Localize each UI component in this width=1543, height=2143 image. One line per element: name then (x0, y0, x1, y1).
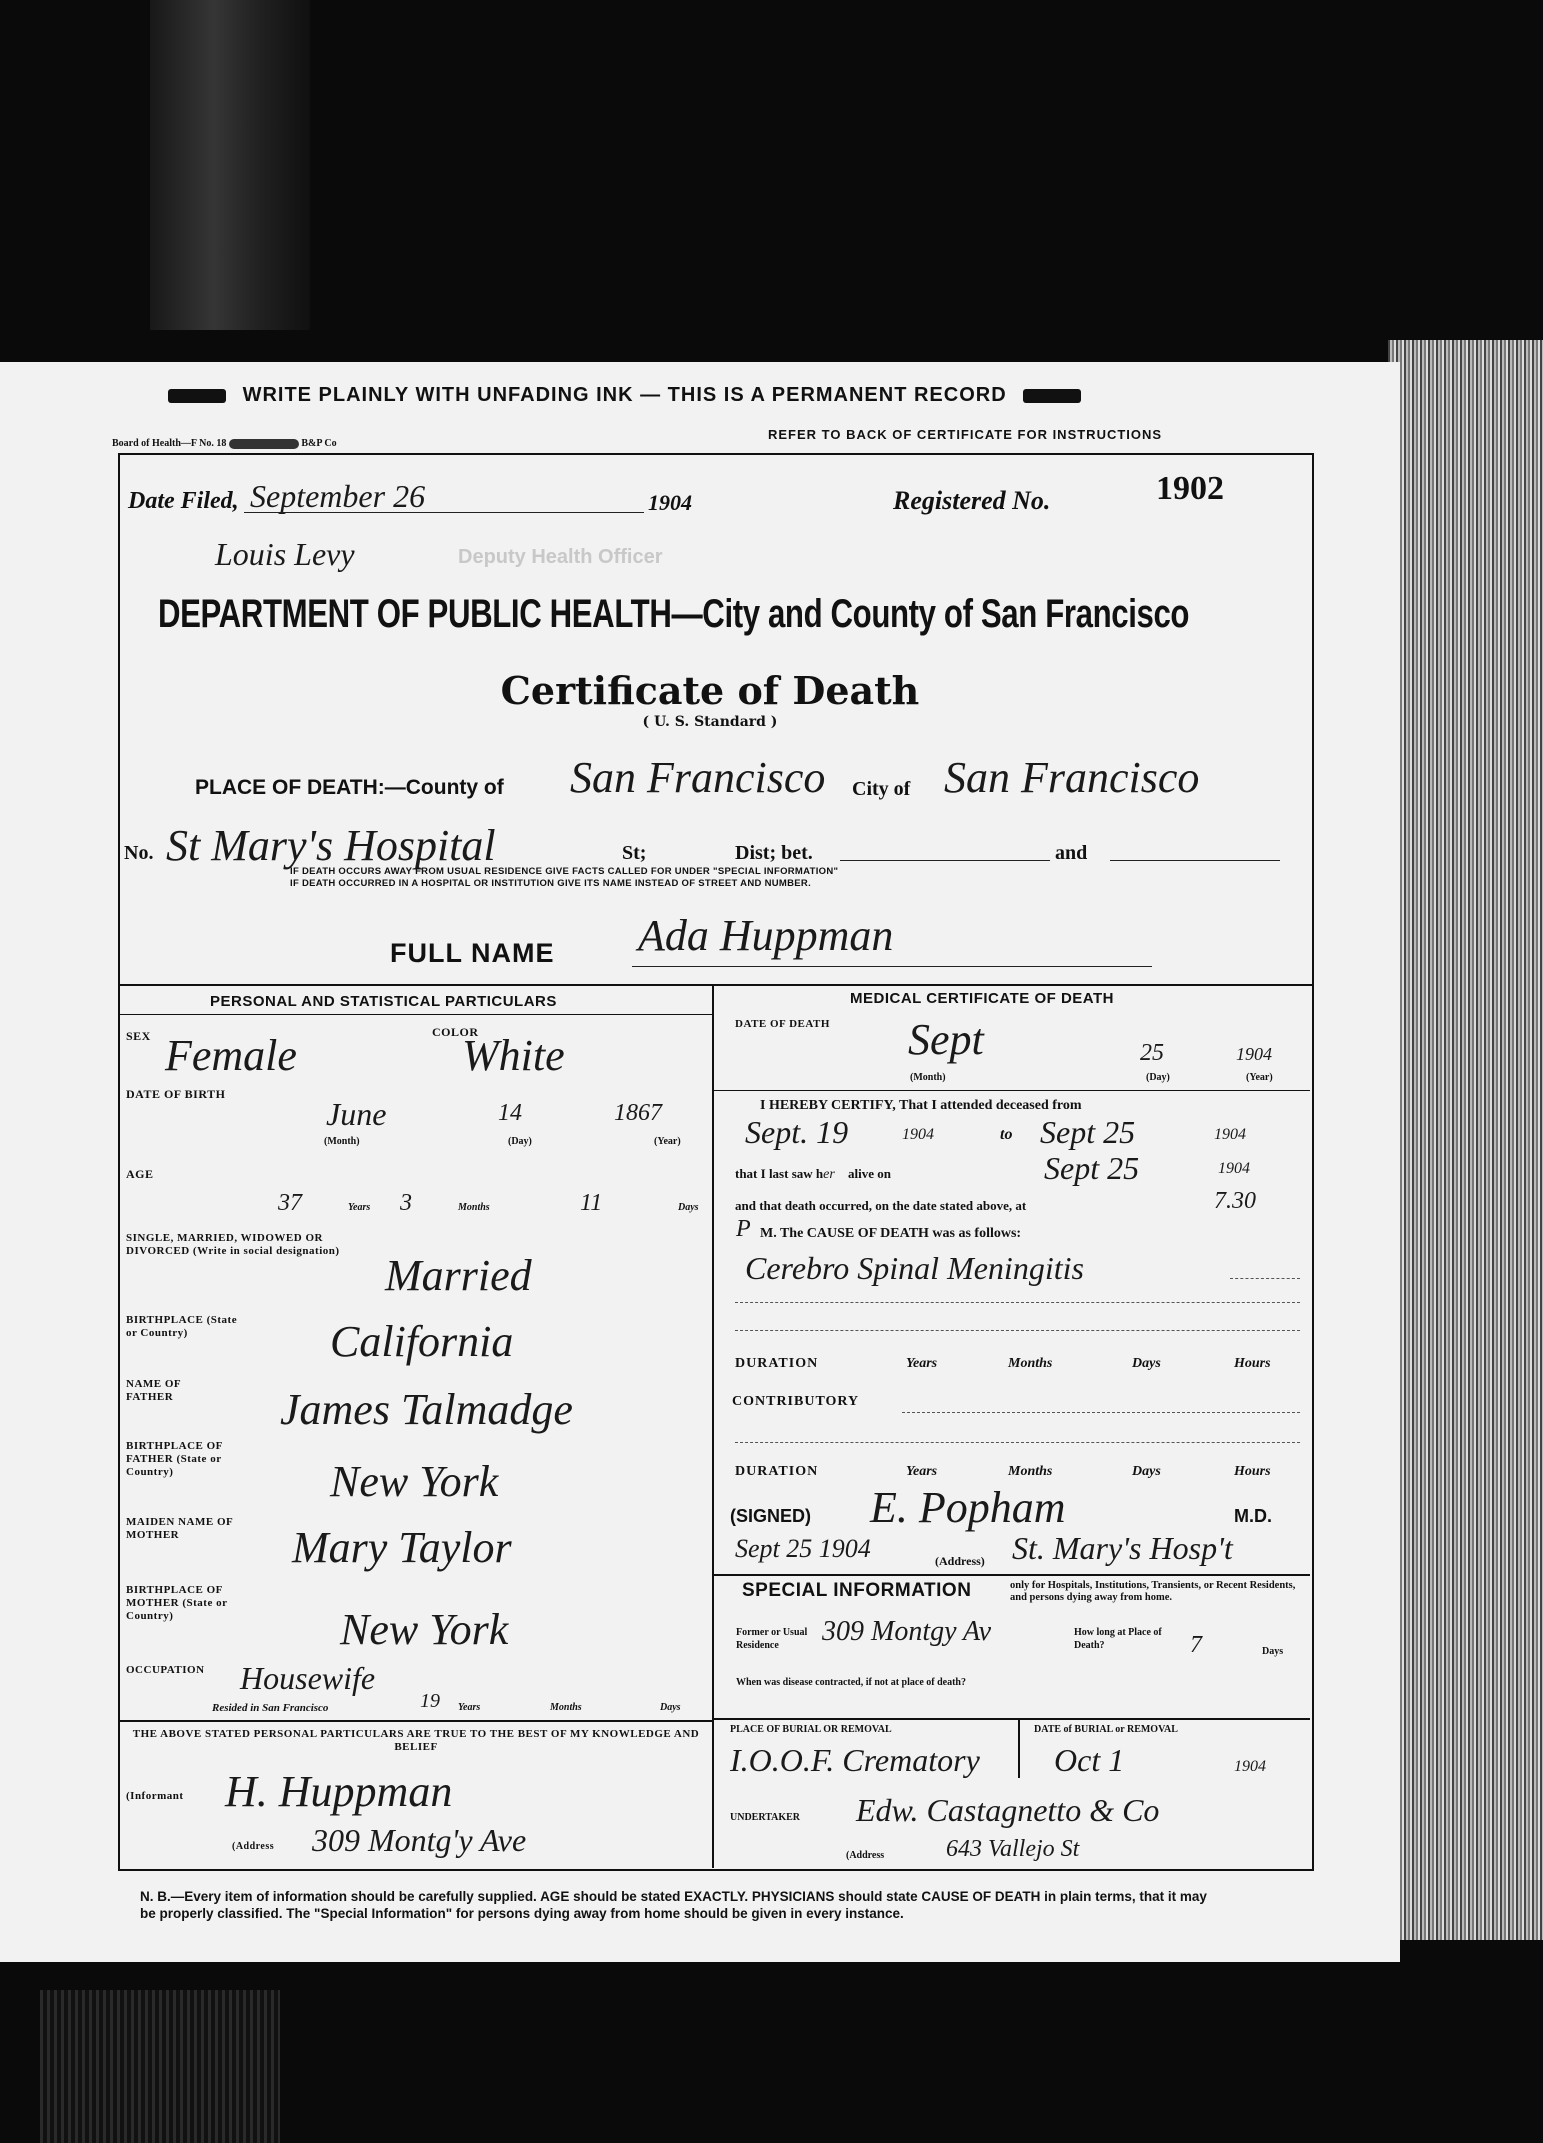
certificate-title: Certificate of Death (500, 668, 920, 713)
father-birthplace-value: New York (330, 1457, 499, 1506)
informant-label: (Informant (126, 1790, 184, 1802)
and-line (1110, 860, 1280, 861)
age-years-caption: Years (348, 1202, 371, 1213)
officer-title-stamp: Deputy Health Officer (458, 546, 663, 568)
attended-to-label: to (1000, 1126, 1013, 1143)
attest-rule (118, 1720, 714, 1722)
banner (168, 384, 1268, 407)
burial-rule (714, 1718, 1310, 1720)
officer-signature: Louis Levy (215, 536, 355, 572)
cause-line-2 (735, 1302, 1300, 1303)
burial-date-value: Oct 1 (1054, 1742, 1125, 1778)
duration-hours-caption: Hours (1234, 1356, 1271, 1371)
place-label: PLACE OF DEATH:—County of (195, 776, 504, 799)
dob-label: DATE OF BIRTH (126, 1087, 226, 1101)
birthplace-value: California (330, 1317, 514, 1366)
signed-value: E. Popham (870, 1483, 1066, 1532)
color-label: COLOR (432, 1025, 479, 1039)
attended-from-year: 1904 (902, 1126, 934, 1143)
burial-year: 1904 (1234, 1758, 1266, 1775)
signed-label: (SIGNED) (730, 1506, 811, 1526)
resided-days-caption: Days (660, 1702, 681, 1713)
full-name-value: Ada Huppman (638, 911, 894, 960)
resided-years: 19 (420, 1690, 440, 1712)
duration-years-caption: Years (906, 1356, 938, 1371)
special-heading: SPECIAL INFORMATION (742, 1580, 972, 1601)
mother-value: Mary Taylor (292, 1523, 512, 1572)
last-saw-label: that I last saw her alive on (735, 1166, 892, 1182)
medical-heading: MEDICAL CERTIFICATE OF DEATH (850, 990, 1114, 1007)
personal-heading-rule (118, 1014, 714, 1015)
burial-place-value: I.O.O.F. Crematory (730, 1742, 980, 1778)
and-label: and (1055, 842, 1088, 864)
date-filed-year: 1904 (648, 490, 692, 515)
date-filed-label: Date Filed, (128, 488, 239, 514)
md-label: M.D. (1234, 1506, 1272, 1526)
undertaker-label: UNDERTAKER (730, 1812, 801, 1823)
dod-day-caption: (Day) (1146, 1072, 1170, 1083)
birthplace-label: BIRTHPLACE (State or Country) (126, 1314, 238, 1339)
mother-birthplace-label: BIRTHPLACE OF MOTHER (State or Country) (126, 1584, 228, 1622)
pointing-hand-icon (168, 389, 226, 403)
form-number: Board of Health—F No. 18 B&P Co (112, 438, 337, 449)
father-value: James Talmadge (280, 1385, 573, 1434)
attended-from: Sept. 19 (745, 1114, 849, 1150)
duration-months-caption: Months (1008, 1356, 1053, 1371)
duration2-years-caption: Years (906, 1464, 938, 1479)
how-long-value: 7 (1190, 1632, 1202, 1658)
signed-date: Sept 25 1904 (735, 1534, 871, 1563)
duration2-hours-caption: Hours (1234, 1464, 1271, 1479)
age-days-caption: Days (678, 1202, 699, 1213)
where-contracted-label: When was disease contracted, if not at place of death? (736, 1677, 966, 1688)
place-no-label: No. (124, 842, 154, 864)
age-months-caption: Months (458, 1202, 490, 1213)
dod-month: Sept (908, 1015, 984, 1064)
mother-label: MAIDEN NAME OF MOTHER (126, 1516, 233, 1541)
age-months: 3 (400, 1190, 412, 1216)
dod-rule (714, 1090, 1310, 1091)
death-pm: P (736, 1216, 751, 1242)
marital-value: Married (385, 1251, 532, 1300)
dob-day-caption: (Day) (508, 1136, 532, 1147)
column-divider (712, 984, 714, 1868)
former-residence-label: Former or Usual Residence (736, 1627, 808, 1651)
dob-year: 1867 (614, 1100, 662, 1126)
district-label: Dist; bet. (735, 842, 813, 864)
place-county: San Francisco (570, 753, 826, 802)
informant-value: H. Huppman (225, 1767, 453, 1816)
duration-days-caption: Days (1132, 1356, 1161, 1371)
contributory-label: CONTRIBUTORY (732, 1394, 860, 1409)
death-time: 7.30 (1214, 1188, 1256, 1214)
marital-label: SINGLE, MARRIED, WIDOWED OR DIVORCED (Write in social designation) (126, 1232, 340, 1257)
dod-year-caption: (Year) (1246, 1072, 1273, 1083)
dob-day: 14 (498, 1100, 522, 1126)
age-days: 11 (580, 1190, 603, 1216)
dob-month-caption: (Month) (324, 1136, 360, 1147)
undertaker-value: Edw. Castagnetto & Co (856, 1792, 1160, 1828)
personal-heading: PERSONAL AND STATISTICAL PARTICULARS (210, 993, 557, 1010)
background-book-edge (150, 0, 310, 330)
date-filed-line (244, 512, 644, 513)
father-birthplace-label: BIRTHPLACE OF FATHER (State or Country) (126, 1440, 223, 1478)
date-filed-value: September 26 (250, 478, 426, 514)
former-residence-value: 309 Montgy Av (822, 1616, 992, 1647)
mother-birthplace-value: New York (340, 1605, 509, 1654)
duration2-label: DURATION (735, 1464, 819, 1479)
dod-day: 25 (1140, 1040, 1164, 1066)
sex-value: Female (165, 1031, 297, 1080)
father-label: NAME OF FATHER (126, 1378, 181, 1403)
section-divider (118, 984, 1312, 986)
banner-text: WRITE PLAINLY WITH UNFADING INK — THIS IS A PERMANENT RECORD (242, 384, 1007, 406)
attended-to-year: 1904 (1214, 1126, 1246, 1143)
place-note-1: IF DEATH OCCURS AWAY FROM USUAL RESIDENCE GIVE FACTS CALLED FOR UNDER "SPECIAL INFORMATION" (290, 866, 839, 877)
street-label: St; (622, 842, 647, 864)
dod-month-caption: (Month) (910, 1072, 946, 1083)
duration-label: DURATION (735, 1356, 819, 1371)
cause-line-3 (735, 1330, 1300, 1331)
place-city-label: City of (852, 778, 911, 800)
cause-line (1230, 1278, 1300, 1279)
registered-number: 1902 (1156, 470, 1224, 507)
place-no: St Mary's Hospital (166, 821, 496, 870)
how-long-days-caption: Days (1262, 1646, 1284, 1657)
how-long-label: How long at Place of Death? (1074, 1627, 1162, 1651)
special-heading-note: only for Hospitals, Institutions, Transients, or Recent Residents, and persons dying away from home. (1010, 1580, 1296, 1603)
department-title: DEPARTMENT OF PUBLIC HEALTH—City and County of San Francisco (158, 592, 1190, 636)
last-saw-pronoun: er (823, 1167, 835, 1182)
dod-year: 1904 (1236, 1044, 1272, 1064)
informant-address: 309 Montg'y Ave (312, 1822, 527, 1858)
resided-months-caption: Months (550, 1702, 582, 1713)
resided-label: Resided in San Francisco (212, 1702, 329, 1714)
cause-value: Cerebro Spinal Meningitis (745, 1250, 1084, 1286)
undertaker-address: 643 Vallejo St (946, 1836, 1080, 1862)
duration2-months-caption: Months (1008, 1464, 1053, 1479)
undertaker-address-label: (Address (846, 1850, 885, 1861)
place-city: San Francisco (944, 753, 1200, 802)
dob-year-caption: (Year) (654, 1136, 681, 1147)
footnote: N. B.—Every item of information should be carefully supplied. AGE should be stated EXACTLY. PHYSICIANS should state CAUSE OF DEATH in plain terms, that it may be properly classified. The "Special Information" for persons dying away from home should be given in every instance. (140, 1889, 1207, 1921)
contributory-line-2 (735, 1442, 1300, 1443)
certificate-subtitle: ( U. S. Standard ) (642, 714, 778, 730)
burial-divider (1018, 1718, 1020, 1778)
union-label-icon (229, 439, 299, 449)
last-saw-year: 1904 (1218, 1160, 1250, 1177)
district-line (840, 860, 1050, 861)
occupation-value: Housewife (240, 1660, 376, 1696)
color-value: White (462, 1031, 565, 1080)
last-saw-date: Sept 25 (1044, 1150, 1140, 1186)
full-name-line (632, 966, 1152, 967)
refer-instructions: REFER TO BACK OF CERTIFICATE FOR INSTRUCTIONS (768, 427, 1163, 442)
death-at-label: and that death occurred, on the date stated above, at (735, 1198, 1027, 1213)
burial-date-label: DATE of BURIAL or REMOVAL (1034, 1724, 1178, 1735)
full-name-label: FULL NAME (390, 938, 555, 968)
age-label: AGE (126, 1167, 154, 1181)
doctor-address-label: (Address) (935, 1554, 985, 1568)
dob-month: June (326, 1096, 387, 1132)
attest-text: THE ABOVE STATED PERSONAL PARTICULARS ARE TRUE TO THE BEST OF MY KNOWLEDGE AND BELIEF (132, 1728, 700, 1753)
registered-label: Registered No. (893, 486, 1051, 515)
doctor-address: St. Mary's Hosp't (1012, 1530, 1233, 1566)
cause-label: M. The CAUSE OF DEATH was as follows: (760, 1226, 1022, 1241)
occupation-label: OCCUPATION (126, 1664, 205, 1676)
place-note-2: IF DEATH OCCURRED IN A HOSPITAL OR INSTITUTION GIVE ITS NAME INSTEAD OF STREET AND NUMBER. (290, 878, 812, 889)
duration2-days-caption: Days (1132, 1464, 1161, 1479)
dod-label: DATE OF DEATH (735, 1018, 830, 1030)
background-binding (40, 1990, 280, 2143)
burial-place-label: PLACE OF BURIAL OR REMOVAL (730, 1724, 892, 1735)
pointing-hand-icon (1023, 389, 1081, 403)
age-years: 37 (278, 1190, 302, 1216)
book-page-edges (1388, 340, 1543, 1940)
informant-address-label: (Address (232, 1841, 275, 1852)
certify-text: I HEREBY CERTIFY, That I attended deceased from (760, 1098, 1082, 1113)
special-rule (714, 1574, 1310, 1576)
attended-to: Sept 25 (1040, 1114, 1136, 1150)
contributory-line (902, 1412, 1300, 1413)
sex-label: SEX (126, 1029, 151, 1043)
resided-years-caption: Years (458, 1702, 481, 1713)
